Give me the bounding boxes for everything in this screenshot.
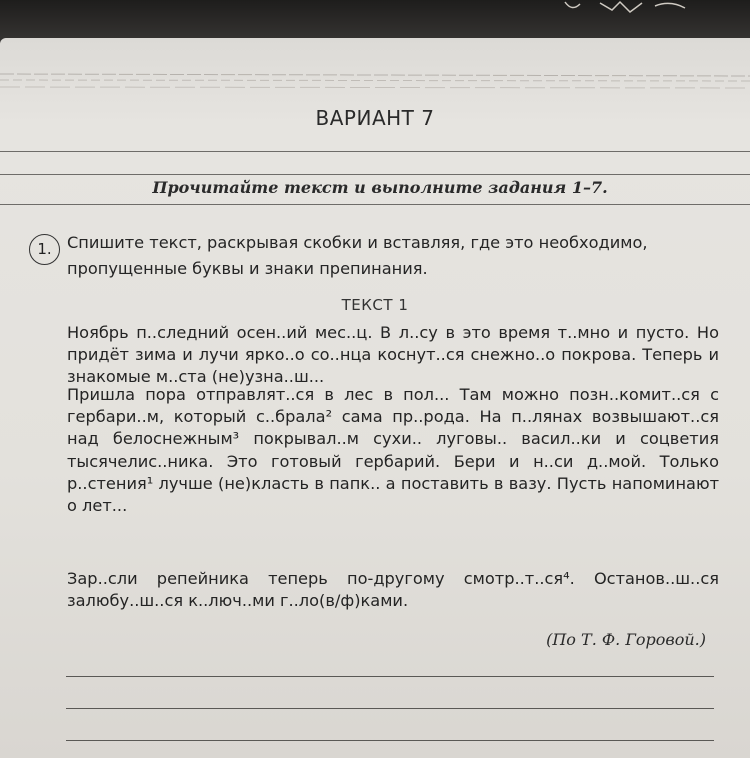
- text-paragraph: Пришла пора отправлят..ся в лес в пол... Там можно позн..комит..ся с гербари..м, который с..брала² сама пр..рода. На п..лянах возвышают..ся над белоснежным³ покрывал..м сухи.. луговы.. васил..ки и соцветия тысячелис..ника. Это готовый гербарий. Бери и н..си д..мой. Только р..стения¹ лучше (не)класть в папк.. а поставить в вазу. Пусть напоминают о лет...: [67, 385, 719, 516]
- text-source: (По Т. Ф. Горовой.): [546, 630, 706, 649]
- variant-title: ВАРИАНТ 7: [315, 106, 435, 130]
- task-number-badge: 1.: [29, 234, 60, 265]
- task-prompt: Спишите текст, раскрывая скобки и вставляя, где это необходимо, пропущенные буквы и знаки препинания.: [67, 233, 648, 278]
- answer-line[interactable]: [66, 708, 714, 709]
- handwriting-scribble: [560, 0, 710, 14]
- text-paragraph: Зар..сли репейника теперь по-другому смотр..т..ся⁴. Останов..ш..ся залюбу..ш..ся к..люч..ми г..ло(в/ф)ками.: [67, 569, 719, 611]
- answer-line[interactable]: [66, 676, 714, 677]
- answer-line[interactable]: [66, 740, 714, 741]
- divider-line: [0, 151, 750, 152]
- bleed-through-lines: [0, 56, 750, 106]
- divider-line: [0, 174, 750, 175]
- text-title: ТЕКСТ 1: [341, 296, 409, 314]
- divider-line: [0, 204, 750, 205]
- instruction-text: Прочитайте текст и выполните задания 1–7.: [152, 178, 608, 197]
- worksheet-page: [0, 38, 750, 758]
- text-paragraph: Ноябрь п..следний осен..ий мес..ц. В л..су в это время т..мно и пусто. Но придёт зима и лучи ярко..о со..нца коснут..ся снежно..о покрова. Теперь и знакомые м..ста (не)узна..ш...: [67, 323, 719, 387]
